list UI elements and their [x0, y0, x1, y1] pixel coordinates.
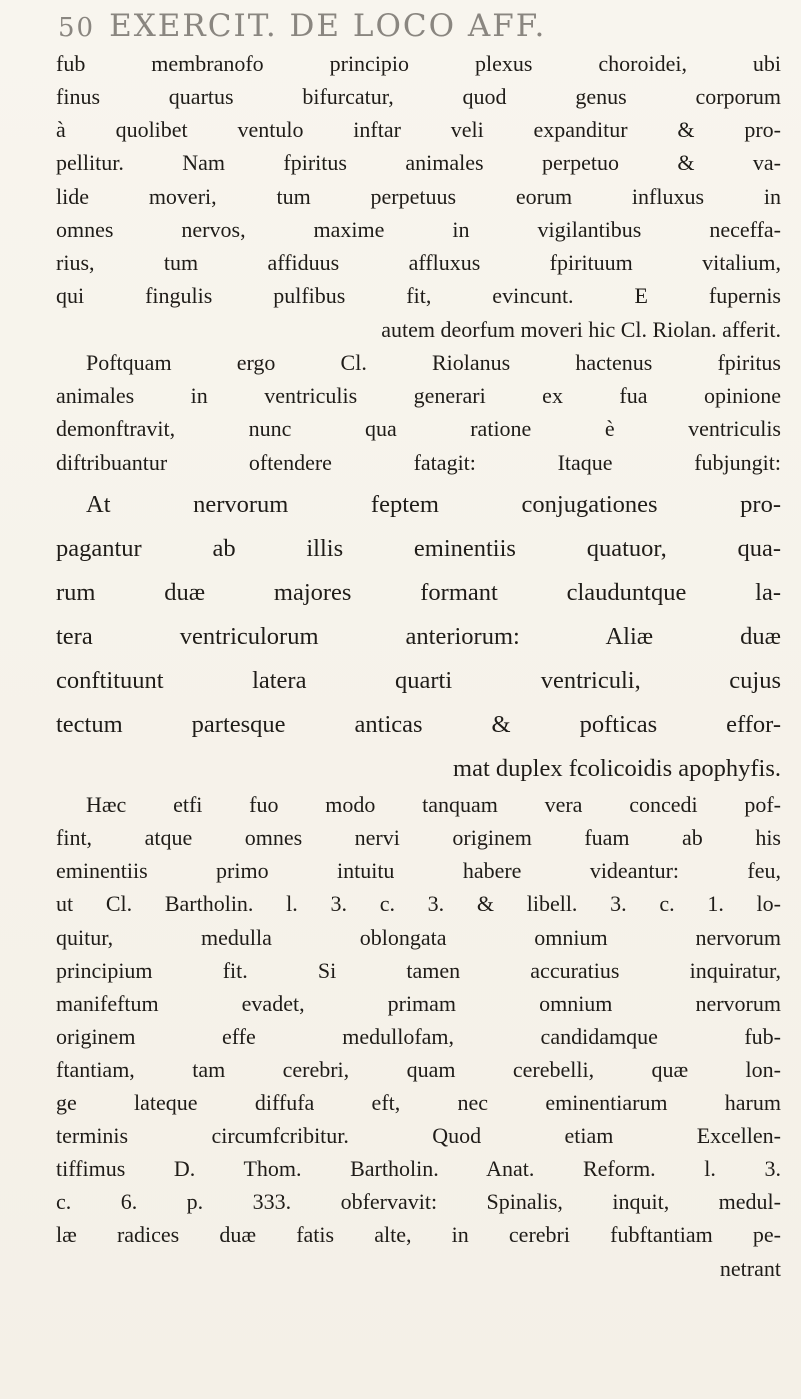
- text-line: principium fit. Si tamen accuratius inquiratur,: [56, 958, 781, 983]
- quotation-start-line: At nervorum feptem conjugationes pro-: [86, 491, 781, 518]
- text-line: tiffimus D. Thom. Bartholin. Anat. Reform. l. 3.: [56, 1156, 781, 1181]
- quotation-line: tera ventriculorum anteriorum: Aliæ duæ: [56, 623, 781, 650]
- text-line: fint, atque omnes nervi originem fuam ab his: [56, 825, 781, 850]
- text-line: pellitur. Nam fpiritus animales perpetuo & va-: [56, 150, 781, 175]
- text-line: ge lateque diffufa eft, nec eminentiarum harum: [56, 1090, 781, 1115]
- quotation-line: pagantur ab illis eminentiis quatuor, qua-: [56, 535, 781, 562]
- text-line: diftribuantur oftendere fatagit: Itaque fubjungit:: [56, 450, 781, 475]
- paragraph-start-line: Hæc etfi fuo modo tanquam vera concedi pof-: [86, 792, 781, 817]
- text-line: terminis circumfcribitur. Quod etiam Excellen-: [56, 1123, 781, 1148]
- text-line: læ radices duæ fatis alte, in cerebri fubftantiam pe-: [56, 1222, 781, 1247]
- quotation-line: tectum partesque anticas & pofticas effor-: [56, 711, 781, 738]
- text-line: originem effe medullofam, candidamque fub-: [56, 1024, 781, 1049]
- text-line: à quolibet ventulo inftar veli expanditur & pro-: [56, 117, 781, 142]
- text-line: finus quartus bifurcatur, quod genus corporum: [56, 84, 781, 109]
- text-line: rius, tum affiduus affluxus fpirituum vitalium,: [56, 250, 781, 275]
- text-line: ut Cl. Bartholin. l. 3. c. 3. & libell. 3. c. 1. lo-: [56, 891, 781, 916]
- quotation-line: rum duæ majores formant clauduntque la-: [56, 579, 781, 606]
- text-line: manifeftum evadet, primam omnium nervorum: [56, 991, 781, 1016]
- quotation-end-line: mat duplex fcolicoidis apophyfis.: [453, 755, 781, 782]
- text-line: demonftravit, nunc qua ratione è ventriculis: [56, 416, 781, 441]
- page-number: 50: [58, 13, 96, 43]
- paragraph-start-line: Poftquam ergo Cl. Riolanus hactenus fpiritus: [86, 350, 781, 375]
- quotation-line: conftituunt latera quarti ventriculi, cujus: [56, 667, 781, 694]
- text-line: c. 6. p. 333. obfervavit: Spinalis, inquit, medul-: [56, 1189, 781, 1214]
- text-line: autem deorfum moveri hic Cl. Riolan. afferit.: [381, 317, 781, 342]
- text-line: lide moveri, tum perpetuus eorum influxus in: [56, 184, 781, 209]
- text-line: omnes nervos, maxime in vigilantibus neceffa-: [56, 217, 781, 242]
- text-line: quitur, medulla oblongata omnium nervorum: [56, 925, 781, 950]
- text-line: eminentiis primo intuitu habere videantur: feu,: [56, 858, 781, 883]
- text-line: animales in ventriculis generari ex fua opinione: [56, 383, 781, 408]
- catchword: netrant: [719, 1256, 781, 1281]
- text-line: ftantiam, tam cerebri, quam cerebelli, quæ lon-: [56, 1057, 781, 1082]
- running-head-title: EXERCIT. DE LOCO AFF.: [109, 8, 547, 44]
- running-header: [58, 8, 778, 48]
- text-line: fub membranofo principio plexus choroidei, ubi: [56, 51, 781, 76]
- text-line: qui fingulis pulfibus fit, evincunt. E fupernis: [56, 283, 781, 308]
